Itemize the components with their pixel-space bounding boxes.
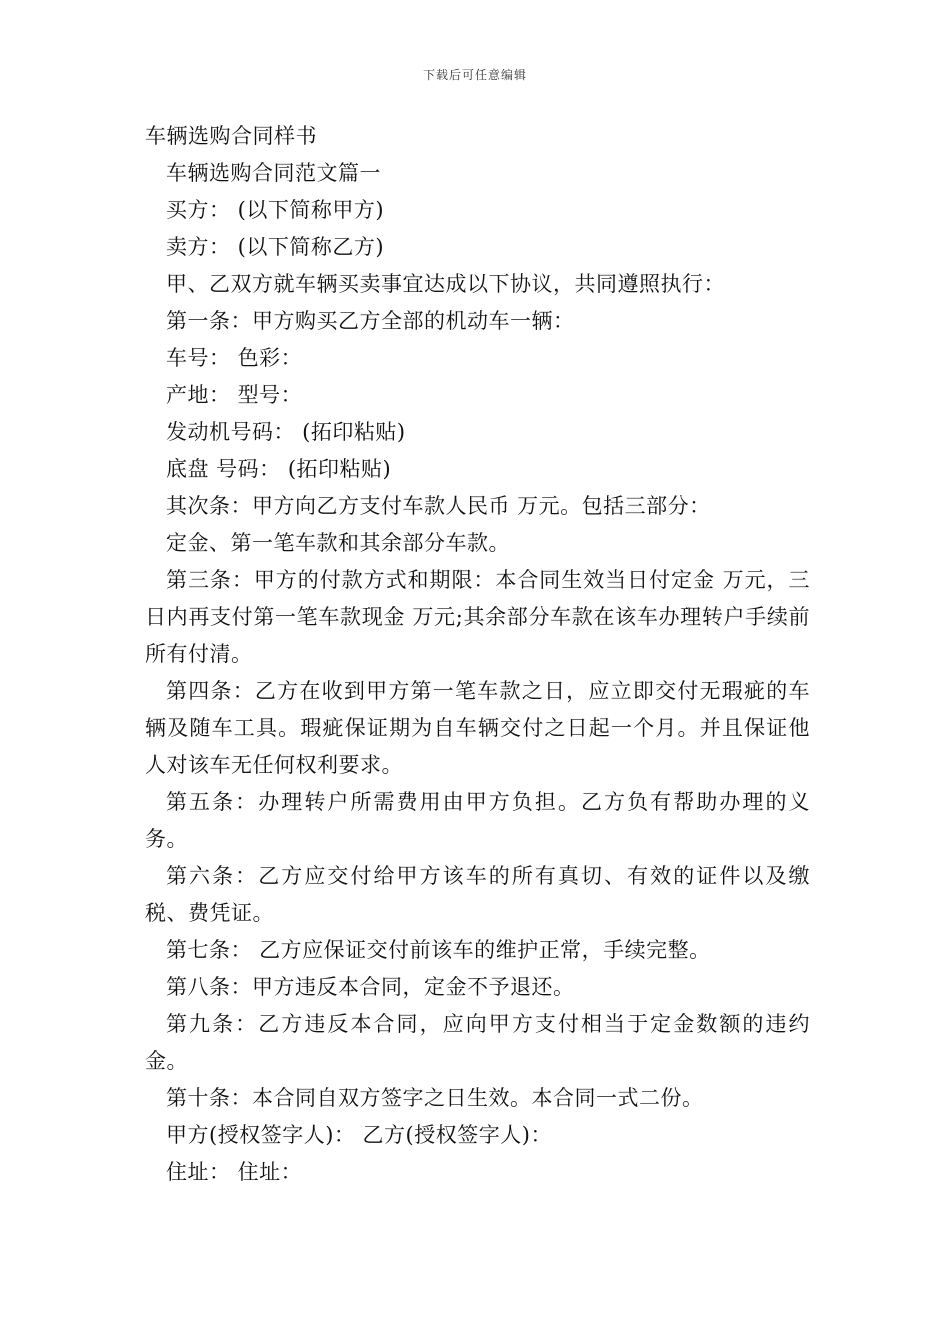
origin-line: 产地： 型号： xyxy=(166,383,303,407)
intro-line: 甲、乙双方就车辆买卖事宜达成以下协议，共同遵照执行： xyxy=(166,272,725,296)
signature-line: 甲方(授权签字人)： 乙方(授权签字人)： xyxy=(166,1123,552,1147)
document-body xyxy=(145,118,810,1191)
article-2-continued: 定金、第一笔车款和其余部分车款。 xyxy=(166,531,510,555)
article-3: 第三条：甲方的付款方式和期限：本合同生效当日付定金 万元，三日内再支付第一笔车款现金 万元;其余部分车款在该车办理转户手续前所有付清。 xyxy=(145,568,810,666)
article-5: 第五条：办理转户所需费用由甲方负担。乙方负有帮助办理的义务。 xyxy=(145,790,810,851)
article-9: 第九条：乙方违反本合同，应向甲方支付相当于定金数额的违约金。 xyxy=(145,1012,810,1073)
article-1: 第一条：甲方购买乙方全部的机动车一辆： xyxy=(166,309,575,333)
address-line: 住址： 住址： xyxy=(166,1160,303,1184)
article-2: 其次条：甲方向乙方支付车款人民币 万元。包括三部分： xyxy=(166,494,711,518)
page-header: 下载后可任意编辑 xyxy=(422,68,527,82)
article-10: 第十条：本合同自双方签字之日生效。本合同一式二份。 xyxy=(166,1086,704,1110)
article-8: 第八条：甲方违反本合同，定金不予退还。 xyxy=(166,975,575,999)
car-number-line: 车号： 色彩： xyxy=(166,346,303,370)
chassis-number-line: 底盘 号码： (拓印粘贴) xyxy=(166,457,392,481)
document-subtitle: 车辆选购合同范文篇一 xyxy=(166,161,381,185)
seller-line: 卖方： (以下简称乙方) xyxy=(166,235,385,259)
article-4: 第四条：乙方在收到甲方第一笔车款之日，应立即交付无瑕疵的车辆及随车工具。瑕疵保证期为自车辆交付之日起一个月。并且保证他人对该车无任何权利要求。 xyxy=(145,679,810,777)
article-6: 第六条：乙方应交付给甲方该车的所有真切、有效的证件以及缴税、费凭证。 xyxy=(145,864,810,925)
article-7: 第七条： 乙方应保证交付前该车的维护正常，手续完整。 xyxy=(166,938,711,962)
document-title: 车辆选购合同样书 xyxy=(145,124,317,148)
engine-number-line: 发动机号码： (拓印粘贴) xyxy=(166,420,406,444)
buyer-line: 买方： (以下简称甲方) xyxy=(166,198,385,222)
